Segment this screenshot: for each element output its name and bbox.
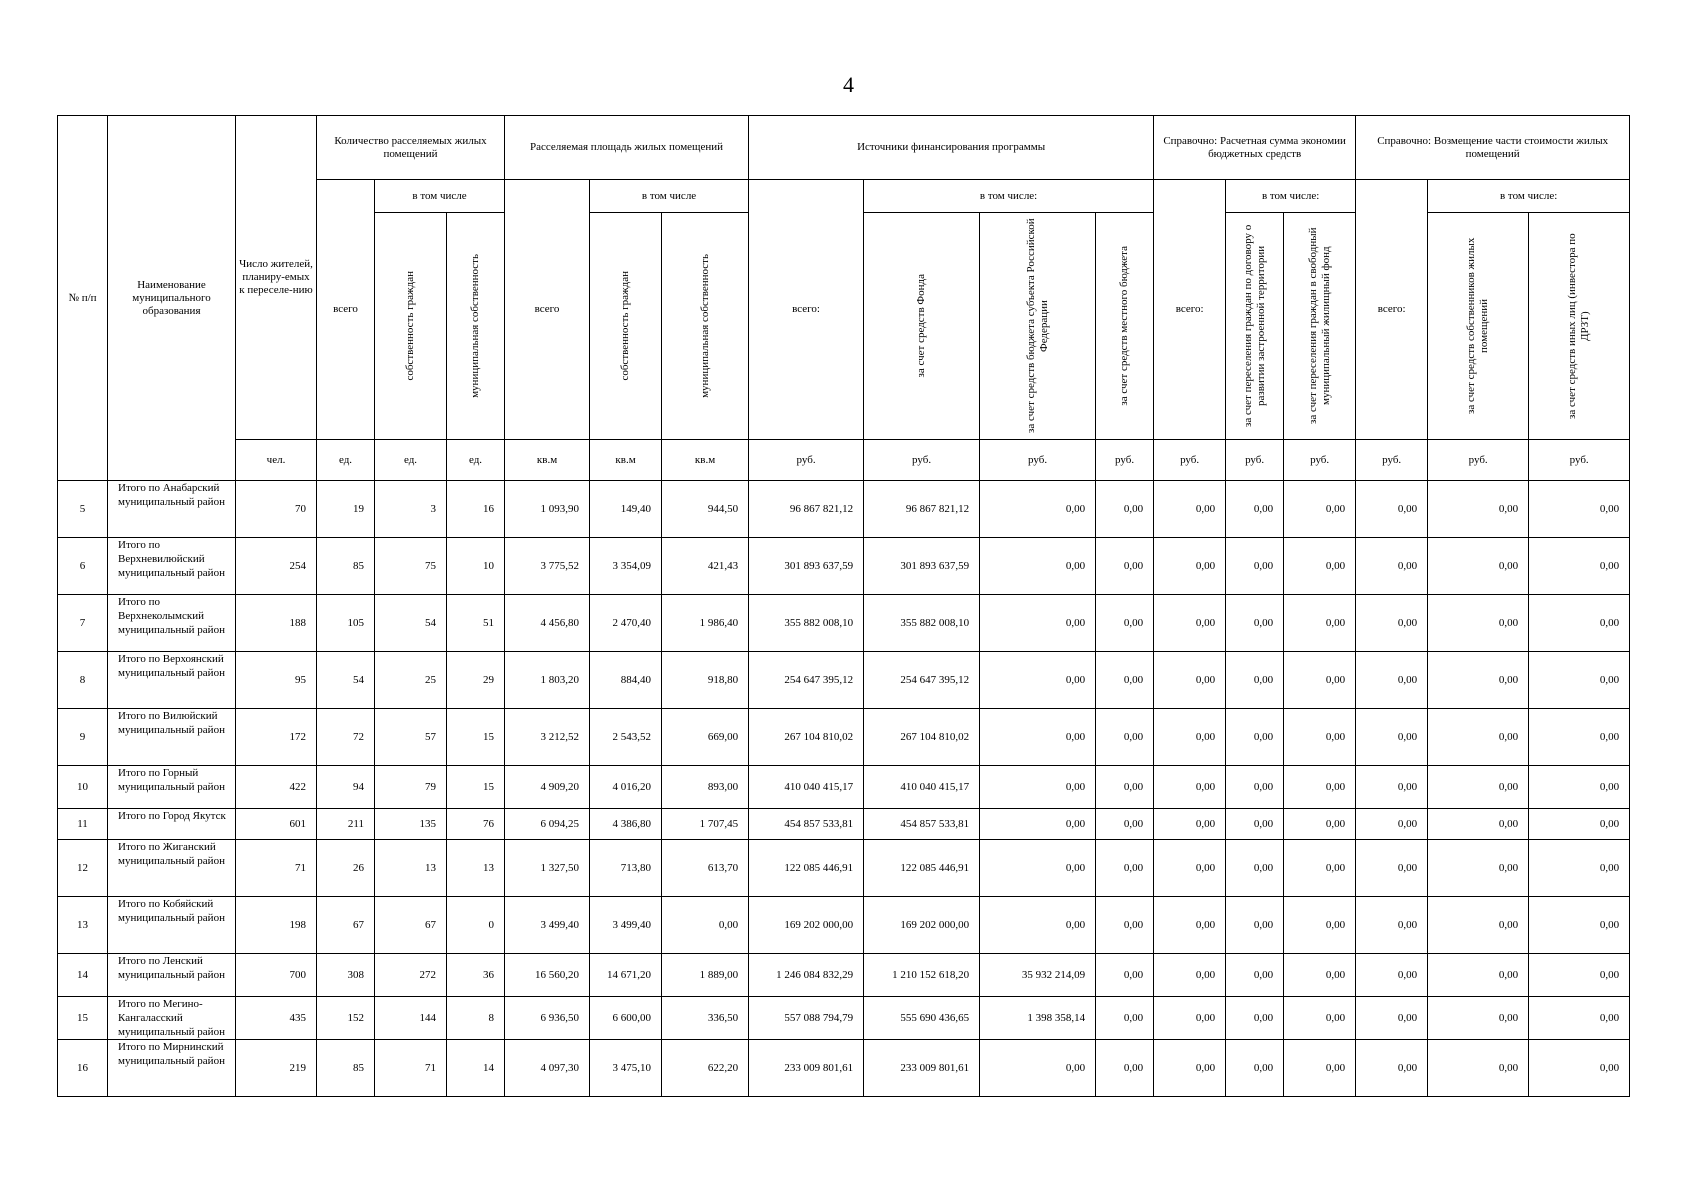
value-cell: 0,00 bbox=[1226, 538, 1284, 595]
value-cell: 0,00 bbox=[1226, 595, 1284, 652]
value-cell: 410 040 415,17 bbox=[749, 766, 864, 809]
value-cell: 3 775,52 bbox=[505, 538, 590, 595]
unit-cell: кв.м bbox=[505, 440, 590, 481]
value-cell: 3 499,40 bbox=[590, 897, 662, 954]
resettlement-table-container bbox=[57, 115, 1629, 1097]
municipality-name: Итого по Мирнинский муниципальный район bbox=[108, 1040, 236, 1097]
header-sources-fund: за счет средств Фонда bbox=[864, 213, 980, 440]
value-cell: 0,00 bbox=[1529, 481, 1630, 538]
value-cell: 0,00 bbox=[1154, 1040, 1226, 1097]
value-cell: 0,00 bbox=[1226, 809, 1284, 840]
value-cell: 0,00 bbox=[1284, 897, 1356, 954]
value-cell: 3 bbox=[375, 481, 447, 538]
unit-cell: ед. bbox=[375, 440, 447, 481]
header-sources-local: за счет средств местного бюджета bbox=[1096, 213, 1154, 440]
value-cell: 0,00 bbox=[1154, 481, 1226, 538]
value-cell: 96 867 821,12 bbox=[749, 481, 864, 538]
value-cell: 0,00 bbox=[980, 595, 1096, 652]
value-cell: 71 bbox=[236, 840, 317, 897]
value-cell: 0,00 bbox=[1428, 997, 1529, 1040]
value-cell: 2 470,40 bbox=[590, 595, 662, 652]
header-area-muni: муниципальная собственность bbox=[662, 213, 749, 440]
value-cell: 0,00 bbox=[1284, 954, 1356, 997]
value-cell: 669,00 bbox=[662, 709, 749, 766]
value-cell: 0,00 bbox=[1284, 766, 1356, 809]
header-economy-total: всего: bbox=[1154, 180, 1226, 440]
value-cell: 601 bbox=[236, 809, 317, 840]
value-cell: 0,00 bbox=[1529, 1040, 1630, 1097]
value-cell: 25 bbox=[375, 652, 447, 709]
value-cell: 267 104 810,02 bbox=[864, 709, 980, 766]
value-cell: 0,00 bbox=[1356, 997, 1428, 1040]
value-cell: 3 212,52 bbox=[505, 709, 590, 766]
value-cell: 122 085 446,91 bbox=[749, 840, 864, 897]
unit-cell: руб. bbox=[864, 440, 980, 481]
value-cell: 454 857 533,81 bbox=[864, 809, 980, 840]
value-cell: 0,00 bbox=[1154, 997, 1226, 1040]
value-cell: 301 893 637,59 bbox=[749, 538, 864, 595]
municipality-name: Итого по Город Якутск bbox=[108, 809, 236, 840]
unit-cell: кв.м bbox=[590, 440, 662, 481]
unit-cell: руб. bbox=[1226, 440, 1284, 481]
header-count-total: всего bbox=[317, 180, 375, 440]
value-cell: 0,00 bbox=[1096, 652, 1154, 709]
header-refund-incl: в том числе: bbox=[1428, 180, 1630, 213]
row-number: 6 bbox=[58, 538, 108, 595]
header-refund-other: за счет средств иных лиц (инвестора по ДРЗТ) bbox=[1529, 213, 1630, 440]
value-cell: 13 bbox=[447, 840, 505, 897]
value-cell: 0,00 bbox=[1356, 840, 1428, 897]
unit-cell: руб. bbox=[1154, 440, 1226, 481]
value-cell: 893,00 bbox=[662, 766, 749, 809]
row-number: 16 bbox=[58, 1040, 108, 1097]
value-cell: 0,00 bbox=[1096, 538, 1154, 595]
value-cell: 72 bbox=[317, 709, 375, 766]
municipality-name: Итого по Кобяйский муниципальный район bbox=[108, 897, 236, 954]
value-cell: 16 560,20 bbox=[505, 954, 590, 997]
value-cell: 884,40 bbox=[590, 652, 662, 709]
value-cell: 4 386,80 bbox=[590, 809, 662, 840]
value-cell: 0,00 bbox=[980, 766, 1096, 809]
row-number: 5 bbox=[58, 481, 108, 538]
value-cell: 0,00 bbox=[1428, 481, 1529, 538]
value-cell: 0,00 bbox=[980, 1040, 1096, 1097]
value-cell: 36 bbox=[447, 954, 505, 997]
value-cell: 0,00 bbox=[1096, 954, 1154, 997]
value-cell: 0,00 bbox=[980, 897, 1096, 954]
value-cell: 0,00 bbox=[1356, 652, 1428, 709]
value-cell: 622,20 bbox=[662, 1040, 749, 1097]
header-area-total: всего bbox=[505, 180, 590, 440]
row-number: 10 bbox=[58, 766, 108, 809]
value-cell: 105 bbox=[317, 595, 375, 652]
value-cell: 54 bbox=[317, 652, 375, 709]
value-cell: 188 bbox=[236, 595, 317, 652]
value-cell: 135 bbox=[375, 809, 447, 840]
value-cell: 435 bbox=[236, 997, 317, 1040]
value-cell: 0,00 bbox=[1226, 840, 1284, 897]
table-row bbox=[58, 809, 1630, 840]
value-cell: 0,00 bbox=[1154, 840, 1226, 897]
table-row bbox=[58, 840, 1630, 897]
value-cell: 0,00 bbox=[1154, 897, 1226, 954]
table-row bbox=[58, 709, 1630, 766]
value-cell: 198 bbox=[236, 897, 317, 954]
value-cell: 15 bbox=[447, 709, 505, 766]
value-cell: 944,50 bbox=[662, 481, 749, 538]
value-cell: 0,00 bbox=[1154, 766, 1226, 809]
header-refund-total: всего: bbox=[1356, 180, 1428, 440]
value-cell: 0,00 bbox=[1529, 897, 1630, 954]
value-cell: 0,00 bbox=[1356, 809, 1428, 840]
value-cell: 0,00 bbox=[1226, 954, 1284, 997]
value-cell: 0,00 bbox=[1096, 840, 1154, 897]
header-economy-dev: за счет переселения граждан по договору о развитии застроенной территории bbox=[1226, 213, 1284, 440]
header-count-incl: в том числе bbox=[375, 180, 505, 213]
header-residents: Число жителей, планиру-емых к переселе-нию bbox=[236, 116, 317, 440]
unit-cell: ед. bbox=[447, 440, 505, 481]
value-cell: 0,00 bbox=[1096, 709, 1154, 766]
municipality-name: Итого по Анабарский муниципальный район bbox=[108, 481, 236, 538]
value-cell: 233 009 801,61 bbox=[864, 1040, 980, 1097]
value-cell: 0,00 bbox=[1428, 1040, 1529, 1097]
value-cell: 4 909,20 bbox=[505, 766, 590, 809]
value-cell: 0,00 bbox=[1284, 809, 1356, 840]
table-row bbox=[58, 954, 1630, 997]
value-cell: 713,80 bbox=[590, 840, 662, 897]
value-cell: 1 986,40 bbox=[662, 595, 749, 652]
unit-cell: руб. bbox=[1356, 440, 1428, 481]
value-cell: 0,00 bbox=[980, 840, 1096, 897]
value-cell: 336,50 bbox=[662, 997, 749, 1040]
value-cell: 0,00 bbox=[1428, 766, 1529, 809]
value-cell: 95 bbox=[236, 652, 317, 709]
value-cell: 0,00 bbox=[980, 809, 1096, 840]
value-cell: 0,00 bbox=[1096, 997, 1154, 1040]
value-cell: 0,00 bbox=[1529, 709, 1630, 766]
header-refund-own: за счет средств собственников жилых помещений bbox=[1428, 213, 1529, 440]
value-cell: 0,00 bbox=[1529, 997, 1630, 1040]
unit-cell: руб. bbox=[1428, 440, 1529, 481]
value-cell: 26 bbox=[317, 840, 375, 897]
value-cell: 0,00 bbox=[1428, 709, 1529, 766]
table-row bbox=[58, 652, 1630, 709]
value-cell: 254 647 395,12 bbox=[864, 652, 980, 709]
header-economy-incl: в том числе: bbox=[1226, 180, 1356, 213]
value-cell: 0,00 bbox=[1356, 595, 1428, 652]
municipality-name: Итого по Жиганский муниципальный район bbox=[108, 840, 236, 897]
header-count-muni: муниципальная собственность bbox=[447, 213, 505, 440]
value-cell: 8 bbox=[447, 997, 505, 1040]
unit-cell: руб. bbox=[1529, 440, 1630, 481]
value-cell: 70 bbox=[236, 481, 317, 538]
value-cell: 0,00 bbox=[1284, 997, 1356, 1040]
value-cell: 0,00 bbox=[980, 652, 1096, 709]
value-cell: 233 009 801,61 bbox=[749, 1040, 864, 1097]
value-cell: 2 543,52 bbox=[590, 709, 662, 766]
value-cell: 0,00 bbox=[1226, 652, 1284, 709]
value-cell: 169 202 000,00 bbox=[749, 897, 864, 954]
value-cell: 0,00 bbox=[1154, 595, 1226, 652]
row-number: 13 bbox=[58, 897, 108, 954]
value-cell: 0,00 bbox=[1356, 1040, 1428, 1097]
value-cell: 144 bbox=[375, 997, 447, 1040]
municipality-name: Итого по Вилюйский муниципальный район bbox=[108, 709, 236, 766]
value-cell: 0,00 bbox=[1096, 481, 1154, 538]
value-cell: 254 bbox=[236, 538, 317, 595]
value-cell: 4 016,20 bbox=[590, 766, 662, 809]
value-cell: 6 936,50 bbox=[505, 997, 590, 1040]
value-cell: 16 bbox=[447, 481, 505, 538]
header-no: № п/п bbox=[58, 116, 108, 481]
value-cell: 555 690 436,65 bbox=[864, 997, 980, 1040]
value-cell: 0,00 bbox=[980, 709, 1096, 766]
value-cell: 0,00 bbox=[1428, 595, 1529, 652]
table-row bbox=[58, 538, 1630, 595]
value-cell: 0,00 bbox=[1096, 766, 1154, 809]
value-cell: 700 bbox=[236, 954, 317, 997]
value-cell: 308 bbox=[317, 954, 375, 997]
value-cell: 1 889,00 bbox=[662, 954, 749, 997]
value-cell: 29 bbox=[447, 652, 505, 709]
value-cell: 613,70 bbox=[662, 840, 749, 897]
value-cell: 1 398 358,14 bbox=[980, 997, 1096, 1040]
header-group-economy: Справочно: Расчетная сумма экономии бюджетных средств bbox=[1154, 116, 1356, 180]
value-cell: 254 647 395,12 bbox=[749, 652, 864, 709]
value-cell: 0,00 bbox=[1529, 809, 1630, 840]
header-name: Наименование муниципального образования bbox=[108, 116, 236, 481]
value-cell: 0,00 bbox=[1226, 709, 1284, 766]
value-cell: 3 354,09 bbox=[590, 538, 662, 595]
value-cell: 0,00 bbox=[1284, 481, 1356, 538]
value-cell: 4 456,80 bbox=[505, 595, 590, 652]
row-number: 15 bbox=[58, 997, 108, 1040]
value-cell: 79 bbox=[375, 766, 447, 809]
header-group-count: Количество расселяемых жилых помещений bbox=[317, 116, 505, 180]
value-cell: 0,00 bbox=[1356, 481, 1428, 538]
value-cell: 1 803,20 bbox=[505, 652, 590, 709]
value-cell: 14 bbox=[447, 1040, 505, 1097]
table-body bbox=[58, 481, 1630, 1097]
page-number: 4 bbox=[843, 72, 854, 97]
value-cell: 0,00 bbox=[1529, 954, 1630, 997]
value-cell: 76 bbox=[447, 809, 505, 840]
value-cell: 0,00 bbox=[1154, 709, 1226, 766]
unit-cell: руб. bbox=[980, 440, 1096, 481]
value-cell: 0,00 bbox=[1154, 954, 1226, 997]
value-cell: 0,00 bbox=[1356, 897, 1428, 954]
value-cell: 85 bbox=[317, 1040, 375, 1097]
value-cell: 355 882 008,10 bbox=[864, 595, 980, 652]
value-cell: 122 085 446,91 bbox=[864, 840, 980, 897]
header-economy-free: за счет переселения граждан в свободный муниципальный жилищный фонд bbox=[1284, 213, 1356, 440]
value-cell: 0,00 bbox=[1356, 709, 1428, 766]
header-area-citizen: собственность граждан bbox=[590, 213, 662, 440]
value-cell: 0,00 bbox=[1226, 766, 1284, 809]
value-cell: 54 bbox=[375, 595, 447, 652]
value-cell: 0,00 bbox=[1284, 538, 1356, 595]
value-cell: 0,00 bbox=[1096, 595, 1154, 652]
value-cell: 0,00 bbox=[1154, 538, 1226, 595]
table-row bbox=[58, 997, 1630, 1040]
units-row bbox=[58, 440, 1630, 481]
unit-cell: руб. bbox=[749, 440, 864, 481]
value-cell: 0,00 bbox=[1356, 538, 1428, 595]
value-cell: 0,00 bbox=[1529, 840, 1630, 897]
value-cell: 0,00 bbox=[1226, 997, 1284, 1040]
header-group-refund: Справочно: Возмещение части стоимости жилых помещений bbox=[1356, 116, 1630, 180]
value-cell: 94 bbox=[317, 766, 375, 809]
value-cell: 267 104 810,02 bbox=[749, 709, 864, 766]
value-cell: 0,00 bbox=[662, 897, 749, 954]
value-cell: 51 bbox=[447, 595, 505, 652]
municipality-name: Итого по Ленский муниципальный район bbox=[108, 954, 236, 997]
value-cell: 421,43 bbox=[662, 538, 749, 595]
municipality-name: Итого по Горный муниципальный район bbox=[108, 766, 236, 809]
value-cell: 0,00 bbox=[1356, 766, 1428, 809]
header-area-incl: в том числе bbox=[590, 180, 749, 213]
value-cell: 3 499,40 bbox=[505, 897, 590, 954]
value-cell: 14 671,20 bbox=[590, 954, 662, 997]
value-cell: 1 093,90 bbox=[505, 481, 590, 538]
value-cell: 0,00 bbox=[1428, 652, 1529, 709]
value-cell: 3 475,10 bbox=[590, 1040, 662, 1097]
unit-cell: руб. bbox=[1096, 440, 1154, 481]
value-cell: 0,00 bbox=[1226, 1040, 1284, 1097]
value-cell: 0,00 bbox=[1428, 897, 1529, 954]
value-cell: 0,00 bbox=[1284, 840, 1356, 897]
value-cell: 19 bbox=[317, 481, 375, 538]
value-cell: 422 bbox=[236, 766, 317, 809]
value-cell: 0,00 bbox=[1154, 809, 1226, 840]
value-cell: 0,00 bbox=[1529, 595, 1630, 652]
value-cell: 172 bbox=[236, 709, 317, 766]
value-cell: 0,00 bbox=[1428, 538, 1529, 595]
value-cell: 6 094,25 bbox=[505, 809, 590, 840]
value-cell: 1 327,50 bbox=[505, 840, 590, 897]
value-cell: 0,00 bbox=[1529, 766, 1630, 809]
unit-cell: чел. bbox=[236, 440, 317, 481]
value-cell: 0,00 bbox=[1226, 897, 1284, 954]
row-number: 8 bbox=[58, 652, 108, 709]
value-cell: 0,00 bbox=[1284, 1040, 1356, 1097]
table-row bbox=[58, 1040, 1630, 1097]
value-cell: 75 bbox=[375, 538, 447, 595]
value-cell: 0,00 bbox=[1428, 840, 1529, 897]
value-cell: 0,00 bbox=[1154, 652, 1226, 709]
value-cell: 85 bbox=[317, 538, 375, 595]
resettlement-table bbox=[57, 115, 1630, 1097]
value-cell: 15 bbox=[447, 766, 505, 809]
row-number: 9 bbox=[58, 709, 108, 766]
value-cell: 0,00 bbox=[1096, 1040, 1154, 1097]
value-cell: 4 097,30 bbox=[505, 1040, 590, 1097]
row-number: 11 bbox=[58, 809, 108, 840]
value-cell: 0,00 bbox=[1529, 652, 1630, 709]
unit-cell: ед. bbox=[317, 440, 375, 481]
header-sources-total: всего: bbox=[749, 180, 864, 440]
value-cell: 272 bbox=[375, 954, 447, 997]
value-cell: 219 bbox=[236, 1040, 317, 1097]
value-cell: 0,00 bbox=[1428, 809, 1529, 840]
header-sources-incl: в том числе: bbox=[864, 180, 1154, 213]
value-cell: 6 600,00 bbox=[590, 997, 662, 1040]
value-cell: 71 bbox=[375, 1040, 447, 1097]
municipality-name: Итого по Мегино-Кангаласский муниципальный район bbox=[108, 997, 236, 1040]
value-cell: 35 932 214,09 bbox=[980, 954, 1096, 997]
value-cell: 0,00 bbox=[1284, 652, 1356, 709]
value-cell: 1 210 152 618,20 bbox=[864, 954, 980, 997]
value-cell: 355 882 008,10 bbox=[749, 595, 864, 652]
value-cell: 152 bbox=[317, 997, 375, 1040]
row-number: 14 bbox=[58, 954, 108, 997]
table-row bbox=[58, 766, 1630, 809]
value-cell: 0,00 bbox=[980, 481, 1096, 538]
municipality-name: Итого по Верхнеколымский муниципальный район bbox=[108, 595, 236, 652]
table-row bbox=[58, 897, 1630, 954]
value-cell: 149,40 bbox=[590, 481, 662, 538]
value-cell: 0,00 bbox=[1356, 954, 1428, 997]
table-row bbox=[58, 595, 1630, 652]
row-number: 12 bbox=[58, 840, 108, 897]
value-cell: 0,00 bbox=[1284, 709, 1356, 766]
value-cell: 0,00 bbox=[980, 538, 1096, 595]
value-cell: 0,00 bbox=[1284, 595, 1356, 652]
value-cell: 169 202 000,00 bbox=[864, 897, 980, 954]
value-cell: 211 bbox=[317, 809, 375, 840]
value-cell: 10 bbox=[447, 538, 505, 595]
table-header bbox=[58, 116, 1630, 481]
value-cell: 96 867 821,12 bbox=[864, 481, 980, 538]
value-cell: 0,00 bbox=[1529, 538, 1630, 595]
value-cell: 0 bbox=[447, 897, 505, 954]
value-cell: 57 bbox=[375, 709, 447, 766]
municipality-name: Итого по Верхневилюйский муниципальный район bbox=[108, 538, 236, 595]
row-number: 7 bbox=[58, 595, 108, 652]
header-sources-subject: за счет средств бюджета субъекта Российской Федерации bbox=[980, 213, 1096, 440]
header-group-area: Расселяемая площадь жилых помещений bbox=[505, 116, 749, 180]
value-cell: 918,80 bbox=[662, 652, 749, 709]
value-cell: 410 040 415,17 bbox=[864, 766, 980, 809]
value-cell: 0,00 bbox=[1096, 897, 1154, 954]
value-cell: 1 246 084 832,29 bbox=[749, 954, 864, 997]
value-cell: 0,00 bbox=[1428, 954, 1529, 997]
value-cell: 0,00 bbox=[1226, 481, 1284, 538]
header-count-citizen: собственность граждан bbox=[375, 213, 447, 440]
value-cell: 0,00 bbox=[1096, 809, 1154, 840]
value-cell: 301 893 637,59 bbox=[864, 538, 980, 595]
value-cell: 67 bbox=[375, 897, 447, 954]
value-cell: 67 bbox=[317, 897, 375, 954]
value-cell: 454 857 533,81 bbox=[749, 809, 864, 840]
unit-cell: руб. bbox=[1284, 440, 1356, 481]
municipality-name: Итого по Верхоянский муниципальный район bbox=[108, 652, 236, 709]
value-cell: 13 bbox=[375, 840, 447, 897]
header-group-sources: Источники финансирования программы bbox=[749, 116, 1154, 180]
value-cell: 557 088 794,79 bbox=[749, 997, 864, 1040]
unit-cell: кв.м bbox=[662, 440, 749, 481]
table-row bbox=[58, 481, 1630, 538]
value-cell: 1 707,45 bbox=[662, 809, 749, 840]
